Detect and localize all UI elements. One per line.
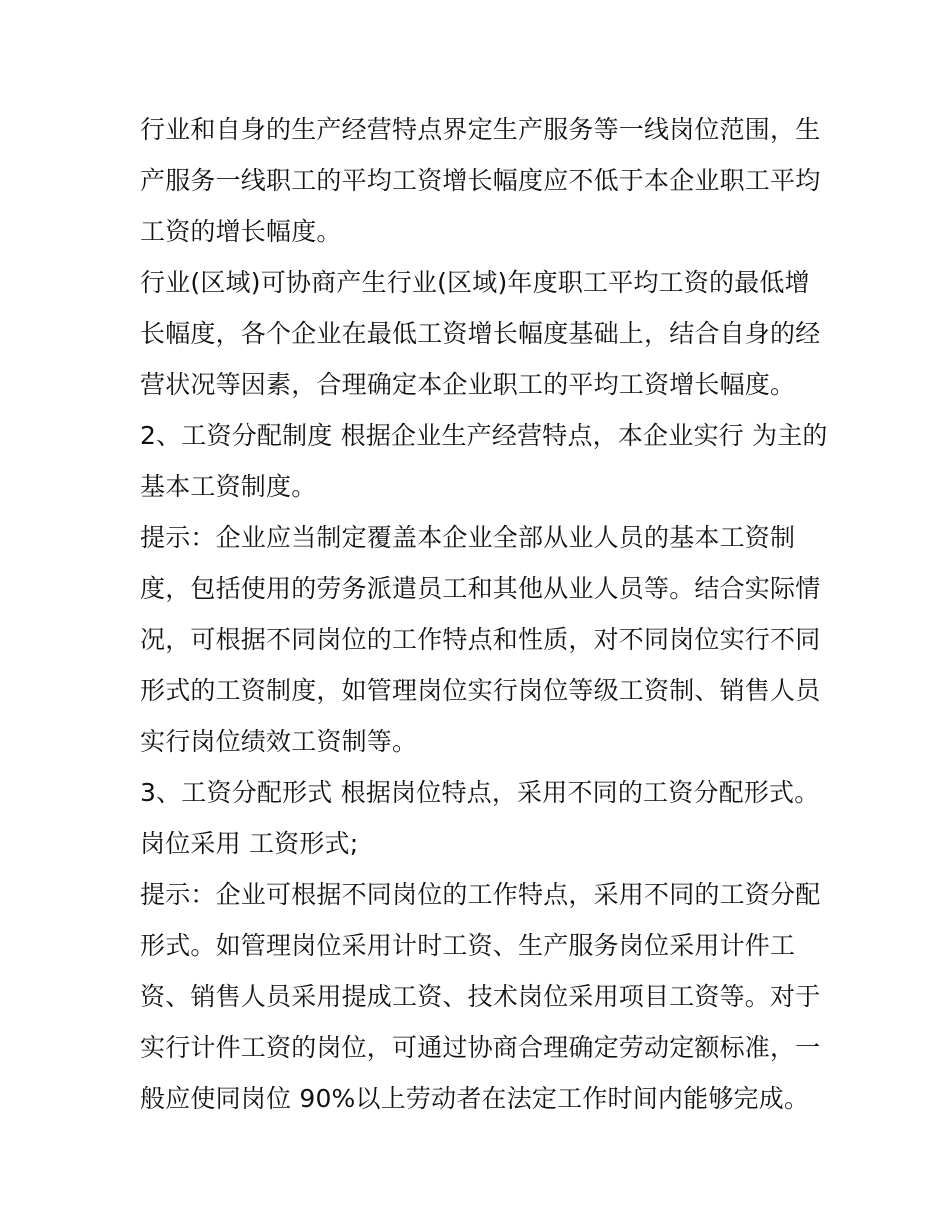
text-line: 3、工资分配形式 根据岗位特点，采用不同的工资分配形式。 [140,778,820,807]
text-line: 形式的工资制度，如管理岗位实行岗位等级工资制、销售人员 [140,676,821,705]
text-line: 长幅度，各个企业在最低工资增长幅度基础上，结合自身的经 [140,319,821,348]
text-line: 2、工资分配制度 根据企业生产经营特点，本企业实行 为主的 [140,421,828,450]
text-line: 行业和自身的生产经营特点界定生产服务等一线岗位范围，生 [140,115,821,144]
text-line: 岗位采用 工资形式; [140,829,359,858]
document-body [140,104,828,1124]
text-line: 般应使同岗位 90%以上劳动者在法定工作时间内能够完成。 [140,1084,810,1113]
text-line: 况，可根据不同岗位的工作特点和性质，对不同岗位实行不同 [140,625,821,654]
text-line: 实行岗位绩效工资制等。 [140,727,418,756]
text-line: 形式。如管理岗位采用计时工资、生产服务岗位采用计件工 [140,931,796,960]
text-line: 产服务一线职工的平均工资增长幅度应不低于本企业职工平均 [140,166,821,195]
text-line: 度，包括使用的劳务派遣员工和其他从业人员等。结合实际情 [140,574,821,603]
text-line: 行业(区域)可协商产生行业(区域)年度职工平均工资的最低增 [140,268,810,297]
text-line: 提示：企业应当制定覆盖本企业全部从业人员的基本工资制 [140,523,796,552]
text-line: 资、销售人员采用提成工资、技术岗位采用项目工资等。对于 [140,982,821,1011]
text-line: 基本工资制度。 [140,472,317,501]
text-line: 实行计件工资的岗位，可通过协商合理确定劳动定额标准，一 [140,1033,821,1062]
text-line: 提示：企业可根据不同岗位的工作特点，采用不同的工资分配 [140,880,821,909]
text-line: 工资的增长幅度。 [140,217,342,246]
text-line: 营状况等因素，合理确定本企业职工的平均工资增长幅度。 [140,370,796,399]
